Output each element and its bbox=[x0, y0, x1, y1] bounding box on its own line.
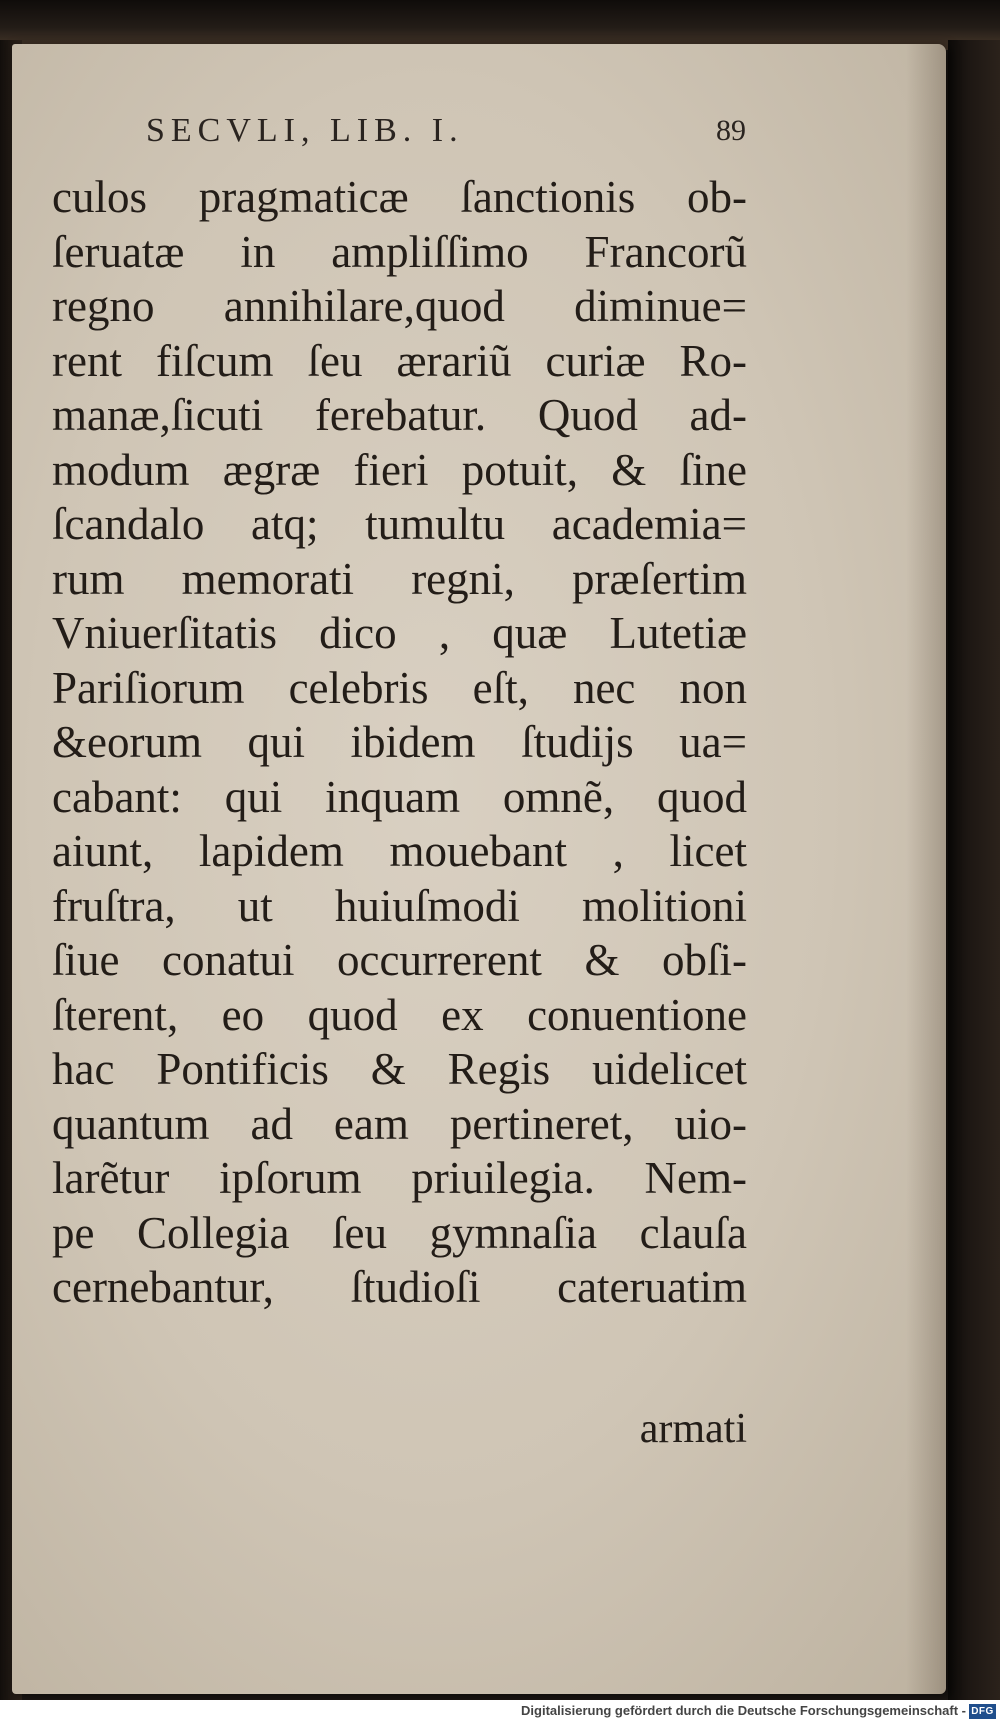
dfg-logo: DFG bbox=[969, 1704, 996, 1719]
digitization-credit: Digitalisierung gefördert durch die Deutsche Forschungsgemeinschaft - bbox=[521, 1703, 966, 1718]
running-head bbox=[146, 112, 746, 156]
text-line: ſiue conatui occurrerent & obſi- bbox=[52, 935, 747, 985]
text-line: cernebantur, ſtudioſi cateruatim bbox=[52, 1262, 747, 1312]
book-right-board bbox=[948, 40, 1000, 1700]
catchword: armati bbox=[639, 1406, 747, 1452]
text-line: ſcandalo atq; tumultu academia= bbox=[52, 499, 747, 549]
text-line: culos pragmaticæ ſanctionis ob- bbox=[52, 172, 747, 222]
page-shading bbox=[906, 44, 946, 1694]
text-line: manæ,ſicuti ferebatur. Quod ad- bbox=[52, 390, 747, 440]
text-line: ſterent, eo quod ex conuentione bbox=[52, 989, 747, 1040]
text-line: aiunt, lapidem mouebant , licet bbox=[52, 826, 747, 876]
footer-bar bbox=[0, 1700, 1000, 1723]
text-line: ſeruatæ in ampliſſimo Francorũ bbox=[52, 226, 747, 277]
text-line: pe Collegia ſeu gymnaſia clauſa bbox=[52, 1207, 747, 1258]
text-line: Pariſiorum celebris eſt, nec non bbox=[52, 662, 747, 713]
text-line: Vniuerſitatis dico , quæ Lutetiæ bbox=[52, 608, 747, 658]
text-line: larẽtur ipſorum priuilegia. Nem- bbox=[52, 1153, 747, 1203]
book-top-edge bbox=[0, 0, 1000, 50]
text-line: rent fiſcum ſeu ærariũ curiæ Ro- bbox=[52, 335, 747, 386]
text-line: hac Pontificis & Regis uidelicet bbox=[52, 1044, 747, 1094]
body-text bbox=[52, 170, 747, 1315]
text-line: modum ægræ fieri potuit, & ſine bbox=[52, 444, 747, 495]
text-line: &eorum qui ibidem ſtudijs ua= bbox=[52, 717, 747, 767]
page-number: 89 bbox=[716, 114, 746, 147]
text-line: quantum ad eam pertineret, uio- bbox=[52, 1098, 747, 1149]
text-line: cabant: qui inquam omnẽ, quod bbox=[52, 771, 747, 822]
running-title: SECVLI, LIB. I. bbox=[146, 112, 464, 149]
text-line: regno annihilare,quod diminue= bbox=[52, 281, 747, 331]
text-line: fruſtra, ut huiuſmodi molitioni bbox=[52, 880, 747, 931]
text-line: rum memorati regni, præſertim bbox=[52, 553, 747, 604]
